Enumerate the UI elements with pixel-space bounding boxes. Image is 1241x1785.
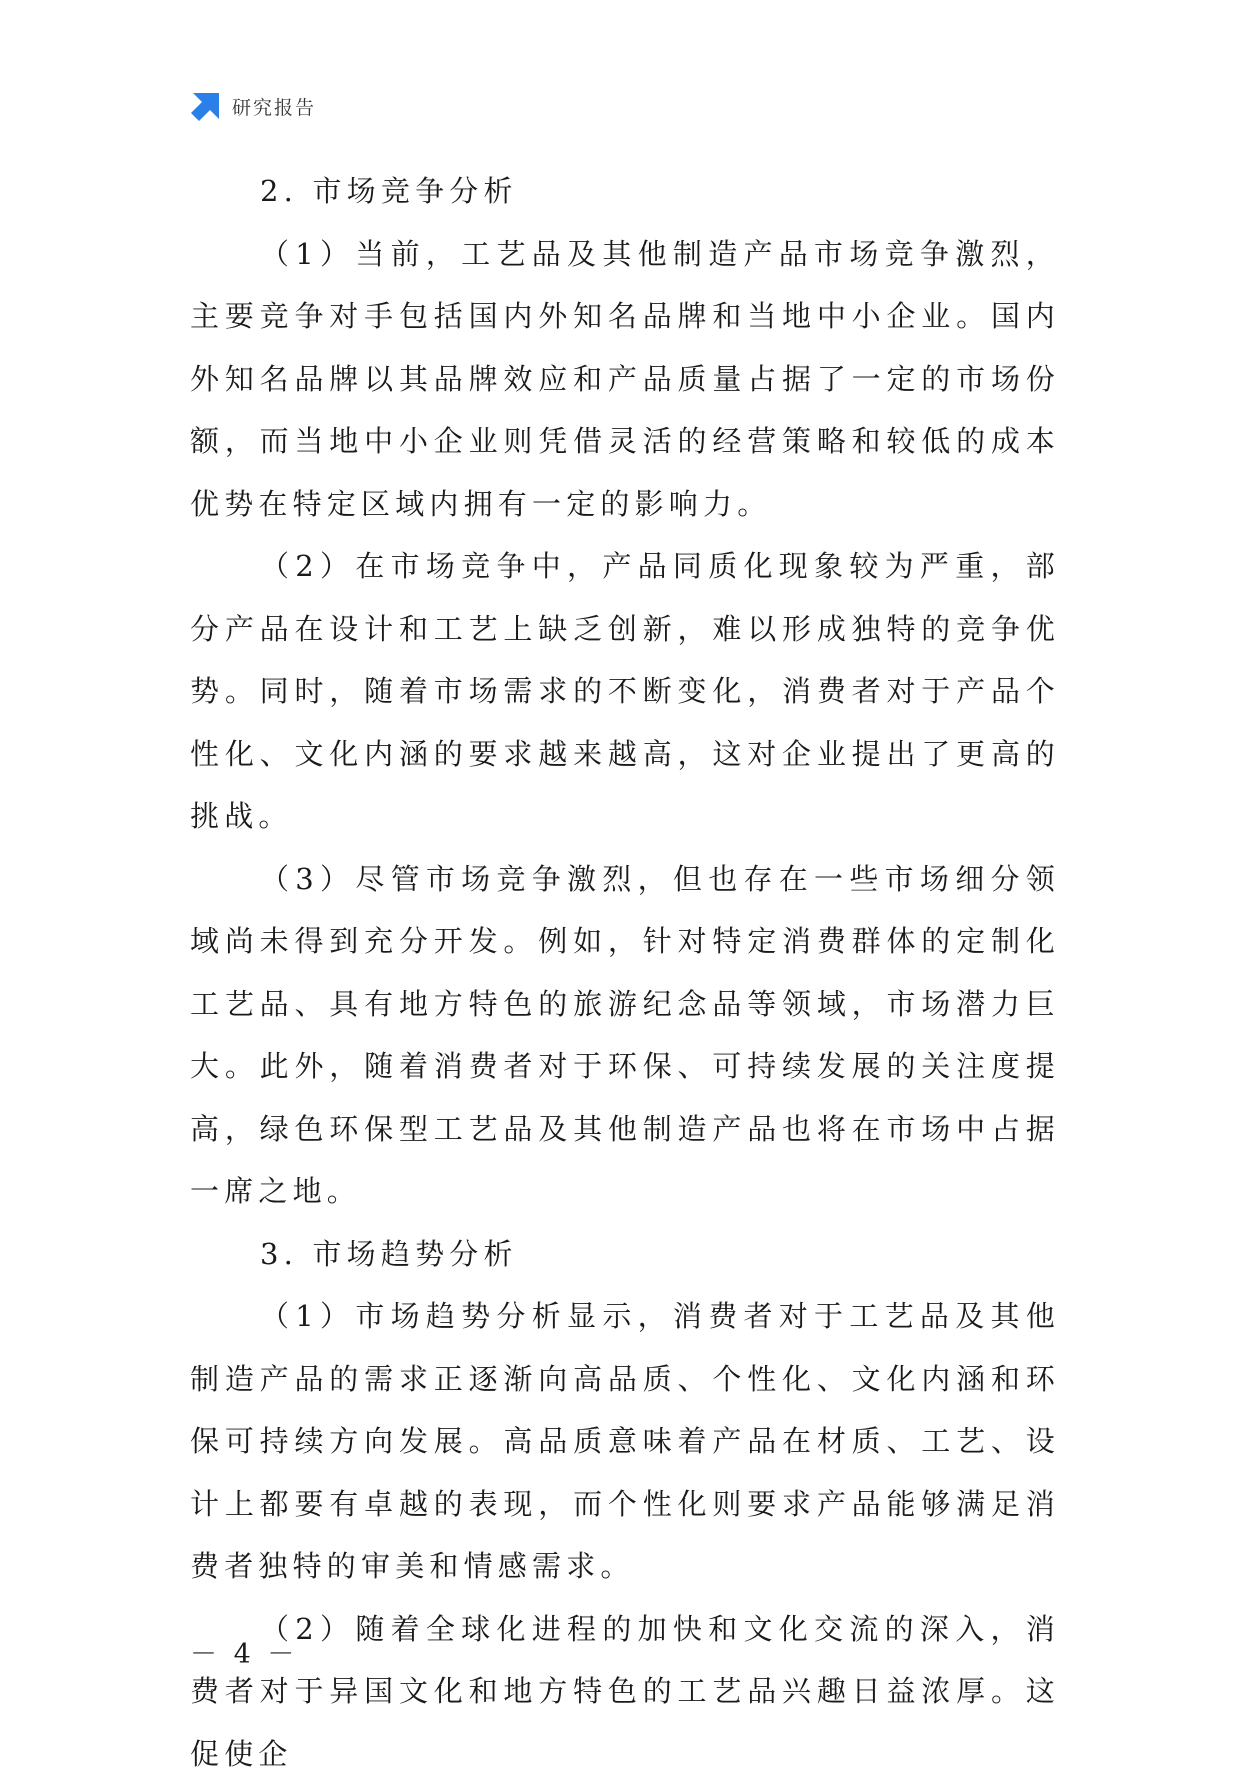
section-heading-market-competition: 2. 市场竞争分析 xyxy=(190,160,1060,223)
arrow-up-right-logo-icon xyxy=(190,90,222,122)
paragraph: （1）当前，工艺品及其他制造产品市场竞争激烈，主要竞争对手包括国内外知名品牌和当地中小企业。国内外知名品牌以其品牌效应和产品质量占据了一定的市场份额，而当地中小企业则凭借灵活的经营策略和较低的成本优势在特定区域内拥有一定的影响力。 xyxy=(190,223,1060,536)
paragraph: （3）尽管市场竞争激烈，但也存在一些市场细分领域尚未得到充分开发。例如，针对特定消费群体的定制化工艺品、具有地方特色的旅游纪念品等领域，市场潜力巨大。此外，随着消费者对于环保、可持续发展的关注度提高，绿色环保型工艺品及其他制造产品也将在市场中占据一席之地。 xyxy=(190,848,1060,1223)
document-body xyxy=(190,160,1060,1785)
header-title: 研究报告 xyxy=(232,93,316,120)
paragraph: （1）市场趋势分析显示，消费者对于工艺品及其他制造产品的需求正逐渐向高品质、个性化、文化内涵和环保可持续方向发展。高品质意味着产品在材质、工艺、设计上都要有卓越的表现，而个性化则要求产品能够满足消费者独特的审美和情感需求。 xyxy=(190,1285,1060,1598)
paragraph: （2）随着全球化进程的加快和文化交流的深入，消费者对于异国文化和地方特色的工艺品兴趣日益浓厚。这促使企 xyxy=(190,1598,1060,1785)
paragraph: （2）在市场竞争中，产品同质化现象较为严重，部分产品在设计和工艺上缺乏创新，难以形成独特的竞争优势。同时，随着市场需求的不断变化，消费者对于产品个性化、文化内涵的要求越来越高，这对企业提出了更高的挑战。 xyxy=(190,535,1060,848)
page-number: － 4 － xyxy=(190,1632,298,1671)
page-header xyxy=(190,88,316,124)
section-heading-market-trend: 3. 市场趋势分析 xyxy=(190,1223,1060,1286)
